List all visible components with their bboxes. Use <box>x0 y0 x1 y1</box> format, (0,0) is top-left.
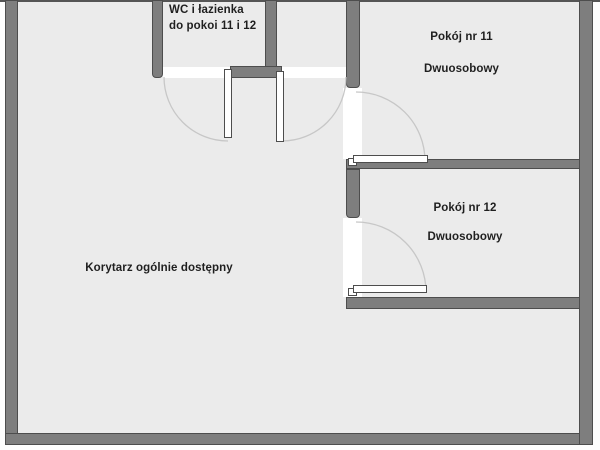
room11-title: Pokój nr 11 <box>430 31 493 43</box>
room12-subtitle: Dwuosobowy <box>427 231 503 243</box>
wc-label <box>169 3 256 34</box>
door-leaf-wc <box>224 69 232 138</box>
wc-label-line2: do pokoi 11 i 12 <box>169 19 257 32</box>
door-leaf-room12 <box>353 285 427 293</box>
door-swing-arc-room11 <box>356 92 425 161</box>
room12-title: Pokój nr 12 <box>433 202 497 214</box>
corridor-label: Korytarz ogólnie dostępny <box>85 262 233 274</box>
door-leaf-room11 <box>353 155 428 163</box>
door-leaf-vestibule <box>276 71 284 142</box>
room11-subtitle: Dwuosobowy <box>423 63 500 75</box>
door-swing-arc-vestibule <box>282 77 346 141</box>
door-swing-arc-wc <box>164 77 228 141</box>
wc-label-line1: WC i łazienka <box>169 4 244 16</box>
